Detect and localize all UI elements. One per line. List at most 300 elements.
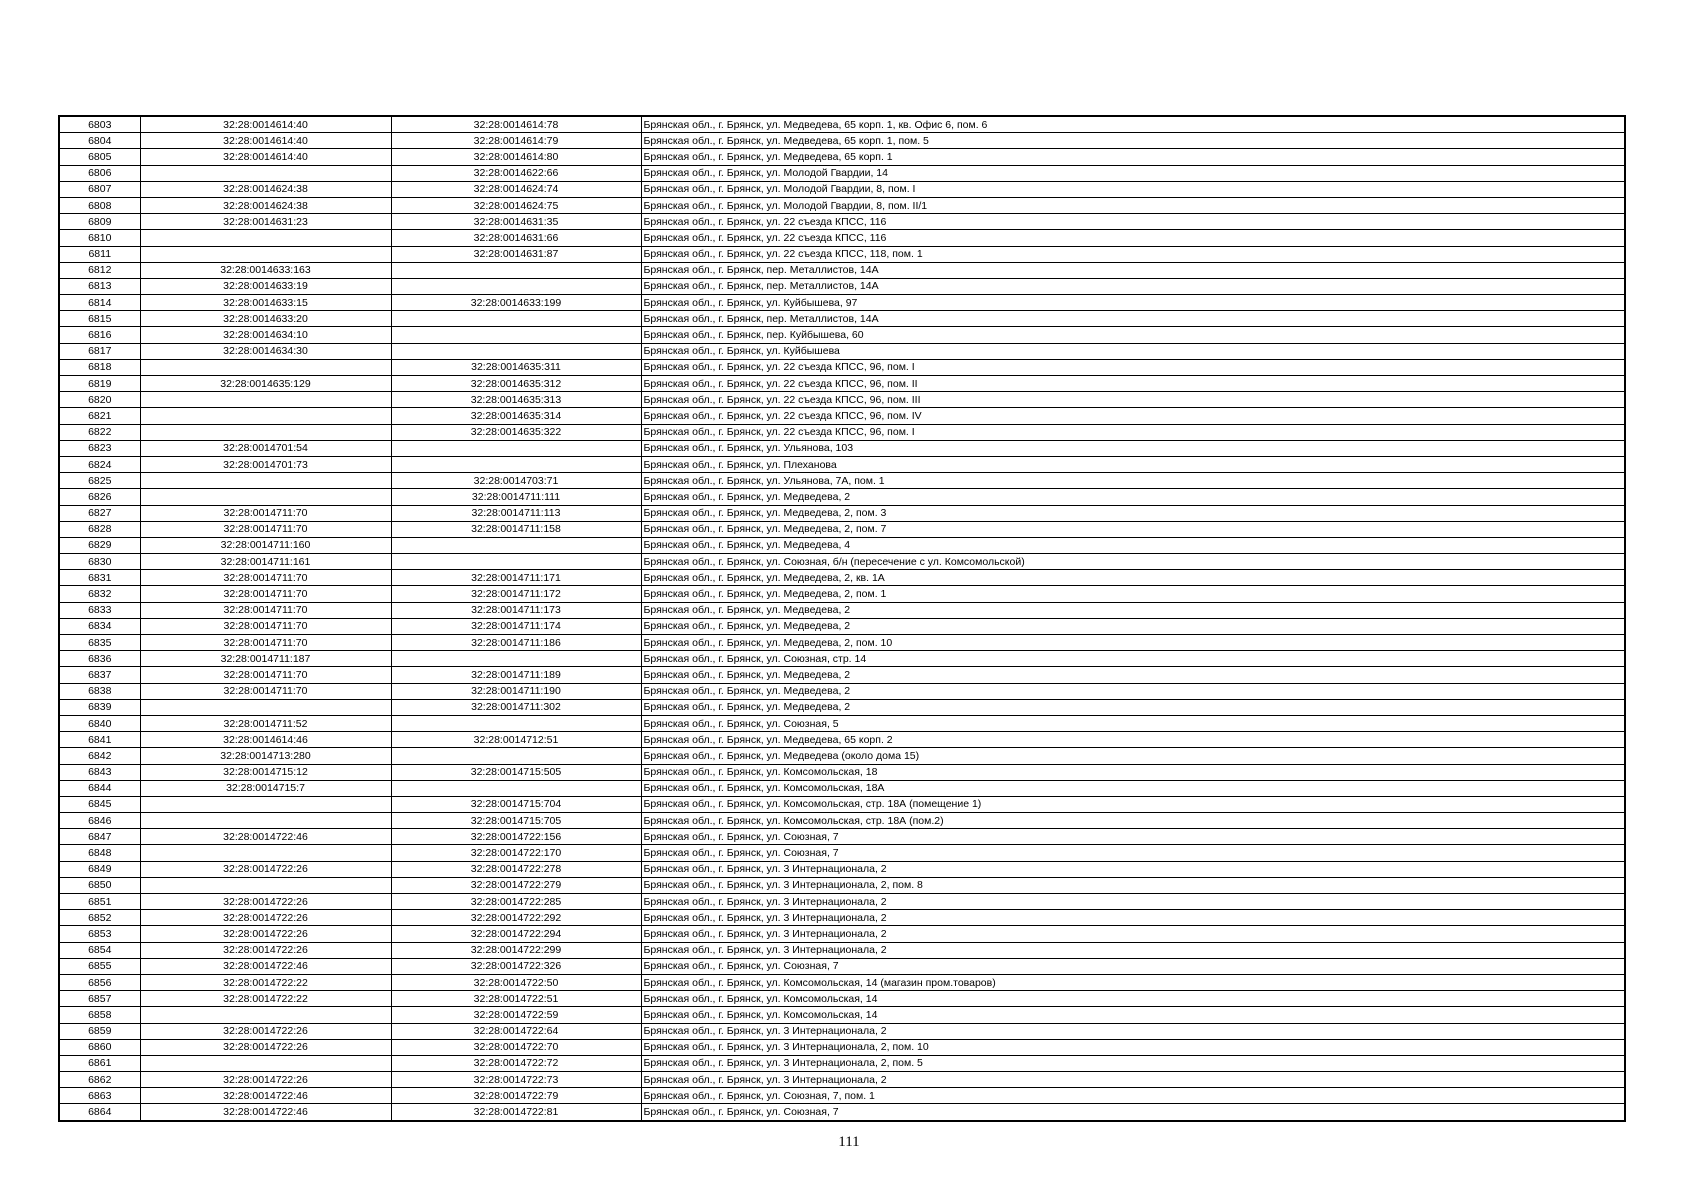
address-cell: Брянская обл., г. Брянск, ул. Медведева, 65 корп. 1, пом. 5: [641, 133, 1625, 149]
table-row: [59, 683, 1625, 699]
land-cadastral-number-cell: 32:28:0014722:26: [140, 910, 391, 926]
address-cell: Брянская обл., г. Брянск, ул. Комсомольская, 18А: [641, 780, 1625, 796]
building-cadastral-number-cell: 32:28:0014631:87: [391, 246, 641, 262]
registry-table-body: [59, 116, 1625, 1121]
table-row: [59, 958, 1625, 974]
address-cell: Брянская обл., г. Брянск, пер. Куйбышева, 60: [641, 327, 1625, 343]
row-number-cell: 6838: [59, 683, 140, 699]
land-cadastral-number-cell: 32:28:0014711:70: [140, 505, 391, 521]
table-row: [59, 197, 1625, 213]
land-cadastral-number-cell: [140, 813, 391, 829]
land-cadastral-number-cell: [140, 408, 391, 424]
row-number-cell: 6851: [59, 894, 140, 910]
address-cell: Брянская обл., г. Брянск, ул. Союзная, 7, пом. 1: [641, 1088, 1625, 1104]
row-number-cell: 6830: [59, 554, 140, 570]
address-cell: Брянская обл., г. Брянск, ул. 22 съезда КПСС, 96, пом. I: [641, 424, 1625, 440]
building-cadastral-number-cell: 32:28:0014715:704: [391, 796, 641, 812]
building-cadastral-number-cell: 32:28:0014711:186: [391, 635, 641, 651]
building-cadastral-number-cell: 32:28:0014711:174: [391, 618, 641, 634]
table-row: [59, 133, 1625, 149]
row-number-cell: 6844: [59, 780, 140, 796]
address-cell: Брянская обл., г. Брянск, ул. Союзная, 5: [641, 715, 1625, 731]
land-cadastral-number-cell: 32:28:0014713:280: [140, 748, 391, 764]
land-cadastral-number-cell: 32:28:0014624:38: [140, 197, 391, 213]
address-cell: Брянская обл., г. Брянск, ул. Комсомольская, стр. 18А (помещение 1): [641, 796, 1625, 812]
table-row: [59, 910, 1625, 926]
address-cell: Брянская обл., г. Брянск, ул. Ульянова, 7А, пом. 1: [641, 473, 1625, 489]
address-cell: Брянская обл., г. Брянск, ул. 22 съезда КПСС, 116: [641, 230, 1625, 246]
building-cadastral-number-cell: 32:28:0014722:59: [391, 1007, 641, 1023]
row-number-cell: 6843: [59, 764, 140, 780]
row-number-cell: 6816: [59, 327, 140, 343]
land-cadastral-number-cell: [140, 246, 391, 262]
land-cadastral-number-cell: 32:28:0014633:163: [140, 262, 391, 278]
table-row: [59, 732, 1625, 748]
table-row: [59, 165, 1625, 181]
land-cadastral-number-cell: 32:28:0014614:40: [140, 116, 391, 133]
building-cadastral-number-cell: 32:28:0014722:279: [391, 877, 641, 893]
address-cell: Брянская обл., г. Брянск, ул. Куйбышева: [641, 343, 1625, 359]
building-cadastral-number-cell: 32:28:0014722:70: [391, 1039, 641, 1055]
table-row: [59, 877, 1625, 893]
address-cell: Брянская обл., г. Брянск, ул. 3 Интернационала, 2: [641, 942, 1625, 958]
building-cadastral-number-cell: 32:28:0014722:292: [391, 910, 641, 926]
building-cadastral-number-cell: [391, 440, 641, 456]
address-cell: Брянская обл., г. Брянск, ул. Медведева, 4: [641, 537, 1625, 553]
table-row: [59, 667, 1625, 683]
table-row: [59, 618, 1625, 634]
building-cadastral-number-cell: 32:28:0014722:294: [391, 926, 641, 942]
land-cadastral-number-cell: 32:28:0014722:46: [140, 1104, 391, 1121]
address-cell: Брянская обл., г. Брянск, ул. Медведева, 2, пом. 7: [641, 521, 1625, 537]
land-cadastral-number-cell: [140, 392, 391, 408]
building-cadastral-number-cell: [391, 327, 641, 343]
land-cadastral-number-cell: 32:28:0014634:30: [140, 343, 391, 359]
table-row: [59, 489, 1625, 505]
table-row: [59, 861, 1625, 877]
row-number-cell: 6864: [59, 1104, 140, 1121]
row-number-cell: 6822: [59, 424, 140, 440]
building-cadastral-number-cell: 32:28:0014722:73: [391, 1072, 641, 1088]
land-cadastral-number-cell: 32:28:0014711:70: [140, 667, 391, 683]
row-number-cell: 6824: [59, 456, 140, 472]
land-cadastral-number-cell: 32:28:0014722:26: [140, 1023, 391, 1039]
land-cadastral-number-cell: [140, 1055, 391, 1071]
address-cell: Брянская обл., г. Брянск, ул. Молодой Гвардии, 8, пом. I: [641, 181, 1625, 197]
address-cell: Брянская обл., г. Брянск, ул. Медведева, 2: [641, 699, 1625, 715]
row-number-cell: 6856: [59, 974, 140, 990]
table-row: [59, 214, 1625, 230]
address-cell: Брянская обл., г. Брянск, ул. 3 Интернационала, 2: [641, 910, 1625, 926]
building-cadastral-number-cell: 32:28:0014722:299: [391, 942, 641, 958]
table-row: [59, 974, 1625, 990]
address-cell: Брянская обл., г. Брянск, ул. Комсомольская, 14 (магазин пром.товаров): [641, 974, 1625, 990]
building-cadastral-number-cell: 32:28:0014711:111: [391, 489, 641, 505]
table-row: [59, 570, 1625, 586]
land-cadastral-number-cell: 32:28:0014711:70: [140, 521, 391, 537]
table-row: [59, 376, 1625, 392]
building-cadastral-number-cell: 32:28:0014614:79: [391, 133, 641, 149]
table-row: [59, 554, 1625, 570]
address-cell: Брянская обл., г. Брянск, ул. Куйбышева, 97: [641, 295, 1625, 311]
address-cell: Брянская обл., г. Брянск, ул. Медведева, 2, кв. 1А: [641, 570, 1625, 586]
address-cell: Брянская обл., г. Брянск, ул. Медведева, 65 корп. 1: [641, 149, 1625, 165]
table-row: [59, 392, 1625, 408]
row-number-cell: 6854: [59, 942, 140, 958]
building-cadastral-number-cell: 32:28:0014722:81: [391, 1104, 641, 1121]
address-cell: Брянская обл., г. Брянск, пер. Металлистов, 14А: [641, 278, 1625, 294]
building-cadastral-number-cell: 32:28:0014711:173: [391, 602, 641, 618]
address-cell: Брянская обл., г. Брянск, ул. Союзная, 7: [641, 845, 1625, 861]
row-number-cell: 6860: [59, 1039, 140, 1055]
row-number-cell: 6859: [59, 1023, 140, 1039]
row-number-cell: 6813: [59, 278, 140, 294]
row-number-cell: 6834: [59, 618, 140, 634]
land-cadastral-number-cell: 32:28:0014614:40: [140, 149, 391, 165]
table-row: [59, 181, 1625, 197]
row-number-cell: 6853: [59, 926, 140, 942]
address-cell: Брянская обл., г. Брянск, ул. Медведева, 65 корп. 1, кв. Офис 6, пом. 6: [641, 116, 1625, 133]
row-number-cell: 6826: [59, 489, 140, 505]
row-number-cell: 6840: [59, 715, 140, 731]
building-cadastral-number-cell: 32:28:0014722:79: [391, 1088, 641, 1104]
address-cell: Брянская обл., г. Брянск, ул. Плеханова: [641, 456, 1625, 472]
table-row: [59, 311, 1625, 327]
address-cell: Брянская обл., г. Брянск, ул. Медведева, 2: [641, 489, 1625, 505]
row-number-cell: 6818: [59, 359, 140, 375]
building-cadastral-number-cell: [391, 262, 641, 278]
address-cell: Брянская обл., г. Брянск, ул. 22 съезда КПСС, 116: [641, 214, 1625, 230]
land-cadastral-number-cell: 32:28:0014624:38: [140, 181, 391, 197]
land-cadastral-number-cell: [140, 1007, 391, 1023]
address-cell: Брянская обл., г. Брянск, ул. Медведева, 2: [641, 618, 1625, 634]
table-row: [59, 926, 1625, 942]
address-cell: Брянская обл., г. Брянск, ул. Медведева, 2, пом. 3: [641, 505, 1625, 521]
address-cell: Брянская обл., г. Брянск, ул. 22 съезда КПСС, 96, пом. I: [641, 359, 1625, 375]
building-cadastral-number-cell: 32:28:0014633:199: [391, 295, 641, 311]
table-row: [59, 635, 1625, 651]
building-cadastral-number-cell: [391, 278, 641, 294]
address-cell: Брянская обл., г. Брянск, ул. 22 съезда КПСС, 96, пом. III: [641, 392, 1625, 408]
row-number-cell: 6847: [59, 829, 140, 845]
land-cadastral-number-cell: [140, 424, 391, 440]
table-row: [59, 327, 1625, 343]
land-cadastral-number-cell: [140, 796, 391, 812]
address-cell: Брянская обл., г. Брянск, ул. Молодой Гвардии, 14: [641, 165, 1625, 181]
building-cadastral-number-cell: 32:28:0014635:313: [391, 392, 641, 408]
row-number-cell: 6807: [59, 181, 140, 197]
row-number-cell: 6836: [59, 651, 140, 667]
address-cell: Брянская обл., г. Брянск, ул. Комсомольская, 14: [641, 991, 1625, 1007]
building-cadastral-number-cell: [391, 780, 641, 796]
row-number-cell: 6833: [59, 602, 140, 618]
address-cell: Брянская обл., г. Брянск, ул. 3 Интернационала, 2: [641, 894, 1625, 910]
building-cadastral-number-cell: [391, 554, 641, 570]
address-cell: Брянская обл., г. Брянск, ул. Медведева, 2: [641, 602, 1625, 618]
row-number-cell: 6831: [59, 570, 140, 586]
land-cadastral-number-cell: 32:28:0014722:46: [140, 1088, 391, 1104]
land-cadastral-number-cell: [140, 845, 391, 861]
table-row: [59, 894, 1625, 910]
row-number-cell: 6845: [59, 796, 140, 812]
address-cell: Брянская обл., г. Брянск, ул. 3 Интернационала, 2: [641, 1072, 1625, 1088]
row-number-cell: 6846: [59, 813, 140, 829]
table-row: [59, 845, 1625, 861]
table-row: [59, 1072, 1625, 1088]
building-cadastral-number-cell: 32:28:0014711:302: [391, 699, 641, 715]
table-row: [59, 278, 1625, 294]
address-cell: Брянская обл., г. Брянск, ул. Ульянова, 103: [641, 440, 1625, 456]
building-cadastral-number-cell: 32:28:0014712:51: [391, 732, 641, 748]
building-cadastral-number-cell: 32:28:0014635:311: [391, 359, 641, 375]
row-number-cell: 6820: [59, 392, 140, 408]
row-number-cell: 6823: [59, 440, 140, 456]
table-row: [59, 699, 1625, 715]
row-number-cell: 6812: [59, 262, 140, 278]
table-row: [59, 602, 1625, 618]
table-row: [59, 651, 1625, 667]
building-cadastral-number-cell: 32:28:0014711:189: [391, 667, 641, 683]
land-cadastral-number-cell: 32:28:0014711:187: [140, 651, 391, 667]
building-cadastral-number-cell: 32:28:0014631:35: [391, 214, 641, 230]
building-cadastral-number-cell: 32:28:0014711:172: [391, 586, 641, 602]
table-row: [59, 149, 1625, 165]
land-cadastral-number-cell: 32:28:0014711:70: [140, 683, 391, 699]
land-cadastral-number-cell: 32:28:0014722:26: [140, 942, 391, 958]
building-cadastral-number-cell: 32:28:0014722:64: [391, 1023, 641, 1039]
address-cell: Брянская обл., г. Брянск, ул. Комсомольская, 14: [641, 1007, 1625, 1023]
table-row: [59, 813, 1625, 829]
table-row: [59, 1023, 1625, 1039]
table-row: [59, 262, 1625, 278]
table-row: [59, 715, 1625, 731]
building-cadastral-number-cell: 32:28:0014631:66: [391, 230, 641, 246]
row-number-cell: 6835: [59, 635, 140, 651]
land-cadastral-number-cell: [140, 489, 391, 505]
table-row: [59, 748, 1625, 764]
address-cell: Брянская обл., г. Брянск, ул. Комсомольская, стр. 18А (пом.2): [641, 813, 1625, 829]
land-cadastral-number-cell: 32:28:0014722:22: [140, 974, 391, 990]
land-cadastral-number-cell: 32:28:0014701:73: [140, 456, 391, 472]
address-cell: Брянская обл., г. Брянск, ул. 3 Интернационала, 2, пом. 5: [641, 1055, 1625, 1071]
land-cadastral-number-cell: 32:28:0014722:26: [140, 926, 391, 942]
row-number-cell: 6861: [59, 1055, 140, 1071]
address-cell: Брянская обл., г. Брянск, ул. Медведева, 2: [641, 667, 1625, 683]
land-cadastral-number-cell: 32:28:0014711:160: [140, 537, 391, 553]
address-cell: Брянская обл., г. Брянск, ул. 22 съезда КПСС, 118, пом. 1: [641, 246, 1625, 262]
row-number-cell: 6832: [59, 586, 140, 602]
row-number-cell: 6841: [59, 732, 140, 748]
building-cadastral-number-cell: 32:28:0014635:312: [391, 376, 641, 392]
row-number-cell: 6815: [59, 311, 140, 327]
row-number-cell: 6821: [59, 408, 140, 424]
address-cell: Брянская обл., г. Брянск, ул. 3 Интернационала, 2: [641, 861, 1625, 877]
land-cadastral-number-cell: 32:28:0014711:70: [140, 602, 391, 618]
land-cadastral-number-cell: 32:28:0014711:70: [140, 570, 391, 586]
building-cadastral-number-cell: 32:28:0014711:171: [391, 570, 641, 586]
building-cadastral-number-cell: [391, 715, 641, 731]
building-cadastral-number-cell: 32:28:0014722:156: [391, 829, 641, 845]
address-cell: Брянская обл., г. Брянск, ул. 22 съезда КПСС, 96, пом. II: [641, 376, 1625, 392]
building-cadastral-number-cell: [391, 537, 641, 553]
table-row: [59, 537, 1625, 553]
table-row: [59, 796, 1625, 812]
building-cadastral-number-cell: 32:28:0014715:505: [391, 764, 641, 780]
land-cadastral-number-cell: [140, 473, 391, 489]
address-cell: Брянская обл., г. Брянск, ул. Комсомольская, 18: [641, 764, 1625, 780]
row-number-cell: 6829: [59, 537, 140, 553]
registry-sheet: [58, 115, 1624, 1122]
row-number-cell: 6809: [59, 214, 140, 230]
building-cadastral-number-cell: 32:28:0014624:75: [391, 197, 641, 213]
row-number-cell: 6862: [59, 1072, 140, 1088]
table-row: [59, 246, 1625, 262]
address-cell: Брянская обл., г. Брянск, ул. Медведева (около дома 15): [641, 748, 1625, 764]
row-number-cell: 6850: [59, 877, 140, 893]
table-row: [59, 230, 1625, 246]
land-cadastral-number-cell: 32:28:0014633:19: [140, 278, 391, 294]
address-cell: Брянская обл., г. Брянск, ул. 3 Интернационала, 2: [641, 1023, 1625, 1039]
row-number-cell: 6848: [59, 845, 140, 861]
table-row: [59, 116, 1625, 133]
row-number-cell: 6825: [59, 473, 140, 489]
building-cadastral-number-cell: 32:28:0014722:285: [391, 894, 641, 910]
building-cadastral-number-cell: 32:28:0014711:113: [391, 505, 641, 521]
land-cadastral-number-cell: 32:28:0014614:46: [140, 732, 391, 748]
building-cadastral-number-cell: [391, 456, 641, 472]
address-cell: Брянская обл., г. Брянск, ул. Союзная, стр. 14: [641, 651, 1625, 667]
address-cell: Брянская обл., г. Брянск, пер. Металлистов, 14А: [641, 262, 1625, 278]
land-cadastral-number-cell: 32:28:0014722:46: [140, 958, 391, 974]
building-cadastral-number-cell: 32:28:0014722:170: [391, 845, 641, 861]
building-cadastral-number-cell: 32:28:0014722:72: [391, 1055, 641, 1071]
address-cell: Брянская обл., г. Брянск, ул. Медведева, 2, пом. 10: [641, 635, 1625, 651]
address-cell: Брянская обл., г. Брянск, ул. Медведева, 2: [641, 683, 1625, 699]
building-cadastral-number-cell: 32:28:0014722:278: [391, 861, 641, 877]
land-cadastral-number-cell: [140, 699, 391, 715]
land-cadastral-number-cell: 32:28:0014711:70: [140, 586, 391, 602]
table-row: [59, 359, 1625, 375]
address-cell: Брянская обл., г. Брянск, ул. 3 Интернационала, 2, пом. 10: [641, 1039, 1625, 1055]
row-number-cell: 6817: [59, 343, 140, 359]
table-row: [59, 829, 1625, 845]
table-row: [59, 1088, 1625, 1104]
table-row: [59, 440, 1625, 456]
building-cadastral-number-cell: 32:28:0014635:322: [391, 424, 641, 440]
building-cadastral-number-cell: 32:28:0014622:66: [391, 165, 641, 181]
land-cadastral-number-cell: 32:28:0014631:23: [140, 214, 391, 230]
address-cell: Брянская обл., г. Брянск, ул. Союзная, 7: [641, 1104, 1625, 1121]
row-number-cell: 6855: [59, 958, 140, 974]
table-row: [59, 991, 1625, 1007]
building-cadastral-number-cell: 32:28:0014722:51: [391, 991, 641, 1007]
table-row: [59, 1007, 1625, 1023]
land-cadastral-number-cell: 32:28:0014722:22: [140, 991, 391, 1007]
address-cell: Брянская обл., г. Брянск, ул. 22 съезда КПСС, 96, пом. IV: [641, 408, 1625, 424]
row-number-cell: 6828: [59, 521, 140, 537]
land-cadastral-number-cell: 32:28:0014635:129: [140, 376, 391, 392]
land-cadastral-number-cell: 32:28:0014722:26: [140, 1072, 391, 1088]
land-cadastral-number-cell: 32:28:0014711:70: [140, 618, 391, 634]
building-cadastral-number-cell: [391, 651, 641, 667]
land-cadastral-number-cell: 32:28:0014722:26: [140, 861, 391, 877]
building-cadastral-number-cell: 32:28:0014703:71: [391, 473, 641, 489]
table-row: [59, 780, 1625, 796]
row-number-cell: 6837: [59, 667, 140, 683]
row-number-cell: 6804: [59, 133, 140, 149]
land-cadastral-number-cell: 32:28:0014614:40: [140, 133, 391, 149]
building-cadastral-number-cell: 32:28:0014614:78: [391, 116, 641, 133]
table-row: [59, 424, 1625, 440]
address-cell: Брянская обл., г. Брянск, ул. 3 Интернационала, 2, пом. 8: [641, 877, 1625, 893]
building-cadastral-number-cell: [391, 311, 641, 327]
table-row: [59, 1055, 1625, 1071]
table-row: [59, 764, 1625, 780]
table-row: [59, 295, 1625, 311]
row-number-cell: 6814: [59, 295, 140, 311]
address-cell: Брянская обл., г. Брянск, пер. Металлистов, 14А: [641, 311, 1625, 327]
land-cadastral-number-cell: [140, 359, 391, 375]
building-cadastral-number-cell: 32:28:0014722:326: [391, 958, 641, 974]
row-number-cell: 6857: [59, 991, 140, 1007]
row-number-cell: 6819: [59, 376, 140, 392]
building-cadastral-number-cell: 32:28:0014715:705: [391, 813, 641, 829]
building-cadastral-number-cell: 32:28:0014711:190: [391, 683, 641, 699]
land-cadastral-number-cell: 32:28:0014715:12: [140, 764, 391, 780]
table-row: [59, 473, 1625, 489]
row-number-cell: 6805: [59, 149, 140, 165]
table-row: [59, 505, 1625, 521]
building-cadastral-number-cell: [391, 343, 641, 359]
land-cadastral-number-cell: 32:28:0014715:7: [140, 780, 391, 796]
land-cadastral-number-cell: 32:28:0014701:54: [140, 440, 391, 456]
land-cadastral-number-cell: 32:28:0014722:26: [140, 894, 391, 910]
land-cadastral-number-cell: [140, 877, 391, 893]
row-number-cell: 6803: [59, 116, 140, 133]
land-cadastral-number-cell: 32:28:0014711:52: [140, 715, 391, 731]
building-cadastral-number-cell: 32:28:0014624:74: [391, 181, 641, 197]
address-cell: Брянская обл., г. Брянск, ул. 3 Интернационала, 2: [641, 926, 1625, 942]
row-number-cell: 6806: [59, 165, 140, 181]
address-cell: Брянская обл., г. Брянск, ул. Молодой Гвардии, 8, пом. II/1: [641, 197, 1625, 213]
land-cadastral-number-cell: [140, 230, 391, 246]
table-row: [59, 586, 1625, 602]
row-number-cell: 6827: [59, 505, 140, 521]
row-number-cell: 6810: [59, 230, 140, 246]
address-cell: Брянская обл., г. Брянск, ул. Союзная, б/н (пересечение с ул. Комсомольской): [641, 554, 1625, 570]
building-cadastral-number-cell: 32:28:0014614:80: [391, 149, 641, 165]
row-number-cell: 6863: [59, 1088, 140, 1104]
land-cadastral-number-cell: [140, 165, 391, 181]
table-row: [59, 408, 1625, 424]
land-cadastral-number-cell: 32:28:0014633:20: [140, 311, 391, 327]
table-row: [59, 456, 1625, 472]
table-row: [59, 343, 1625, 359]
address-cell: Брянская обл., г. Брянск, ул. Медведева, 2, пом. 1: [641, 586, 1625, 602]
table-row: [59, 1104, 1625, 1121]
table-row: [59, 942, 1625, 958]
building-cadastral-number-cell: 32:28:0014711:158: [391, 521, 641, 537]
land-cadastral-number-cell: 32:28:0014711:70: [140, 635, 391, 651]
row-number-cell: 6849: [59, 861, 140, 877]
building-cadastral-number-cell: 32:28:0014722:50: [391, 974, 641, 990]
building-cadastral-number-cell: 32:28:0014635:314: [391, 408, 641, 424]
table-row: [59, 1039, 1625, 1055]
row-number-cell: 6808: [59, 197, 140, 213]
land-cadastral-number-cell: 32:28:0014722:26: [140, 1039, 391, 1055]
table-row: [59, 521, 1625, 537]
registry-table: [58, 115, 1626, 1122]
